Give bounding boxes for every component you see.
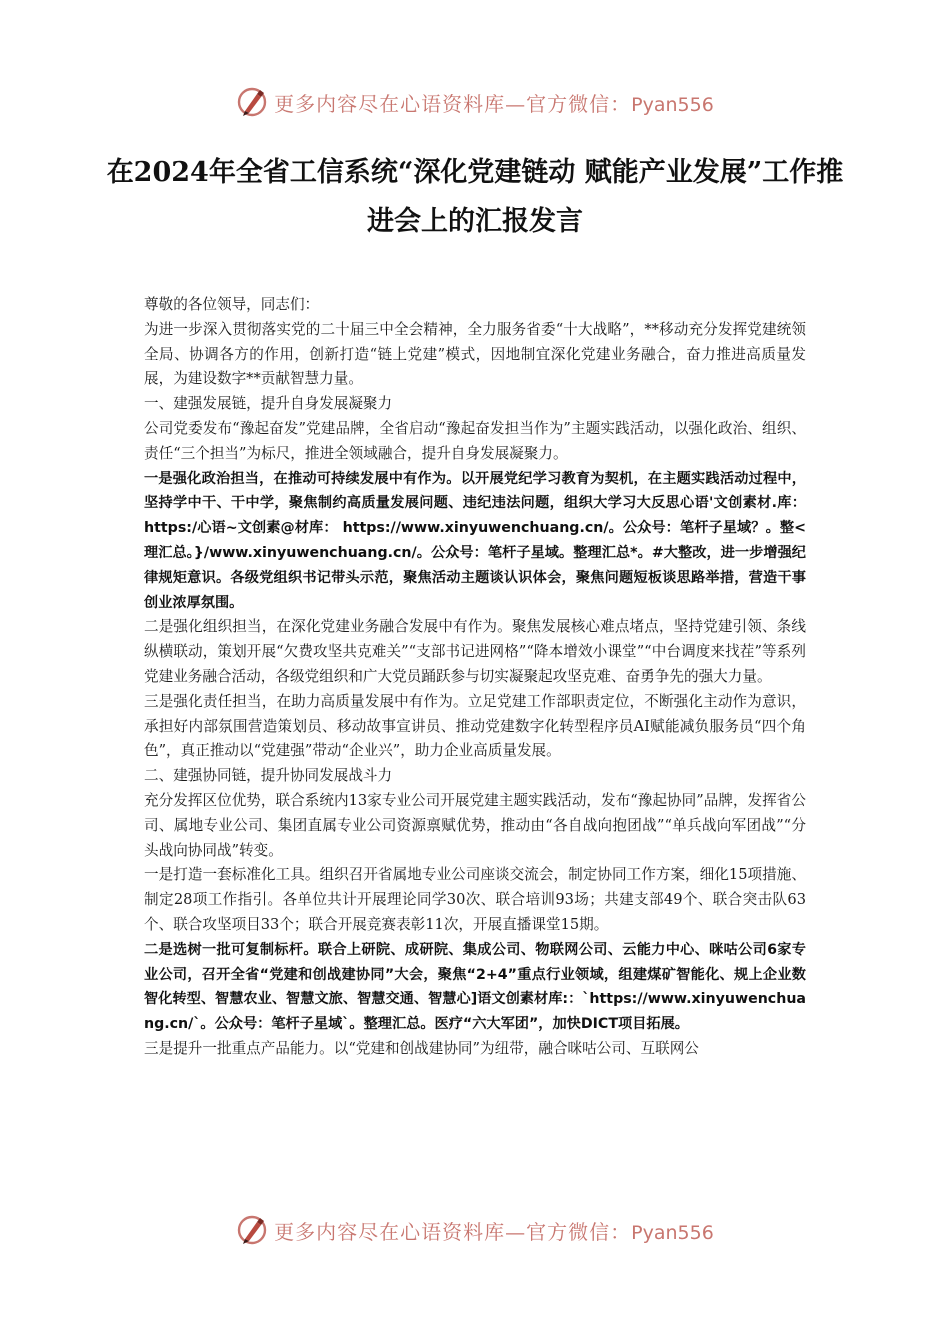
body-paragraph: 为进一步深入贯彻落实党的二十届三中全会精神，全力服务省委“十大战略”，**移动充分发挥党建统领全局、协调各方的作用，创新打造“链上党建”模式，因地制宜深化党建业务融合，奋力推进高质量发展，为建设数字**贡献智慧力量。	[144, 320, 806, 388]
wechat-id: Pyan556	[631, 1221, 714, 1244]
body-paragraph: 二是强化组织担当，在深化党建业务融合发展中有作为。聚焦发展核心难点堵点，坚持党建引领、条线纵横联动，策划开展“欠费攻坚共克难关”“支部书记进网格”“降本增效小课堂”“中台调度来找茬”等系列党建业务融合活动，各级党组织和广大党员踊跃参与切实凝聚起攻坚克难、奋勇争先的强大力量。	[144, 618, 806, 685]
body-paragraph: 一、建强发展链，提升自身发展凝聚力	[144, 395, 393, 413]
body-paragraph: 二是选树一批可复制标杆。联合上研院、成研院、集成公司、物联网公司、云能力中心、咪咕公司6家专业公司，召开全省“党建和创战建协同”大会，聚焦“2+4”重点行业领域，组建煤矿智能化、规上企业数智化转型、智慧农业、智慧文旅、智慧交通、智慧心]语文创素材库:：`https://www.xinyuwenchuang.cn/`。公众号：笔杆子星域`。整理汇总。医疗“六大军团”，加快DICT项目拓展。	[144, 941, 806, 1033]
body-paragraph: 二、建强协同链，提升协同发展战斗力	[144, 767, 393, 785]
footer-watermark-banner	[0, 1210, 950, 1250]
body-paragraph: 三是强化责任担当，在助力高质量发展中有作为。立足党建工作部职责定位，不断强化主动作为意识，承担好内部氛围营造策划员、移动故事宣讲员、推动党建数字化转型程序员AI赋能减负服务员“四个角色”，真正推动以“党建强”带动“企业兴”，助力企业高质量发展。	[144, 692, 806, 760]
body-paragraph: 三是提升一批重点产品能力。以“党建和创战建协同”为纽带，融合咪咕公司、互联网公	[144, 1039, 699, 1057]
body-paragraph: 尊敬的各位领导，同志们：	[144, 296, 320, 313]
banner-text: 更多内容尽在心语资料库—官方微信：Pyan556	[274, 1219, 714, 1244]
document-title: 在2024年全省工信系统“深化党建链动 赋能产业发展”工作推进会上的汇报发言	[106, 157, 844, 237]
brush-pen-logo-icon	[236, 1213, 270, 1247]
body-paragraph: 一是打造一套标准化工具。组织召开省属地专业公司座谈交流会，制定协同工作方案，细化15项措施、制定28项工作指引。各单位共计开展理论同学30次、联合培训93场；共建支部49个、联合突击队63个、联合攻坚项目33个；联合开展竞赛表彰11次，开展直播课堂15期。	[144, 866, 806, 933]
header-watermark-banner	[0, 82, 950, 122]
banner-text: 更多内容尽在心语资料库—官方微信：Pyan556	[274, 91, 714, 116]
document-body	[144, 293, 806, 1062]
brush-pen-logo-icon	[236, 85, 270, 119]
body-paragraph: 一是强化政治担当，在推动可持续发展中有作为。以开展党纪学习教育为契机，在主题实践活动过程中，坚持学中干、干中学，聚焦制约高质量发展问题、违纪违法问题，组织大学习大反思心语'文创素材.库： https:/心语~文创素@材库： https://www.xinyuwenchuang.cn/。公众号：笔杆子星域？。整<理汇总。}/www.xinyuwenchuang.cn/。公众号：笔杆子星域。整理汇总*。#大整改，进一步增强纪律规矩意识。各级党组织书记带头示范，聚焦活动主题谈认识体会，聚焦问题短板谈思路举措，营造干事创业浓厚氛围。	[144, 470, 806, 611]
body-paragraph: 充分发挥区位优势，联合系统内13家专业公司开展党建主题实践活动，发布“豫起协同”品牌，发挥省公司、属地专业公司、集团直属专业公司资源禀赋优势，推动由“各自战向抱团战”“单兵战向军团战”“分头战向协同战”转变。	[144, 791, 806, 859]
body-paragraph: 公司党委发布“豫起奋发”党建品牌，全省启动“豫起奋发担当作为”主题实践活动，以强化政治、组织、责任“三个担当”为标尺，推进全领域融合，提升自身发展凝聚力。	[144, 419, 806, 462]
wechat-id: Pyan556	[631, 93, 714, 116]
